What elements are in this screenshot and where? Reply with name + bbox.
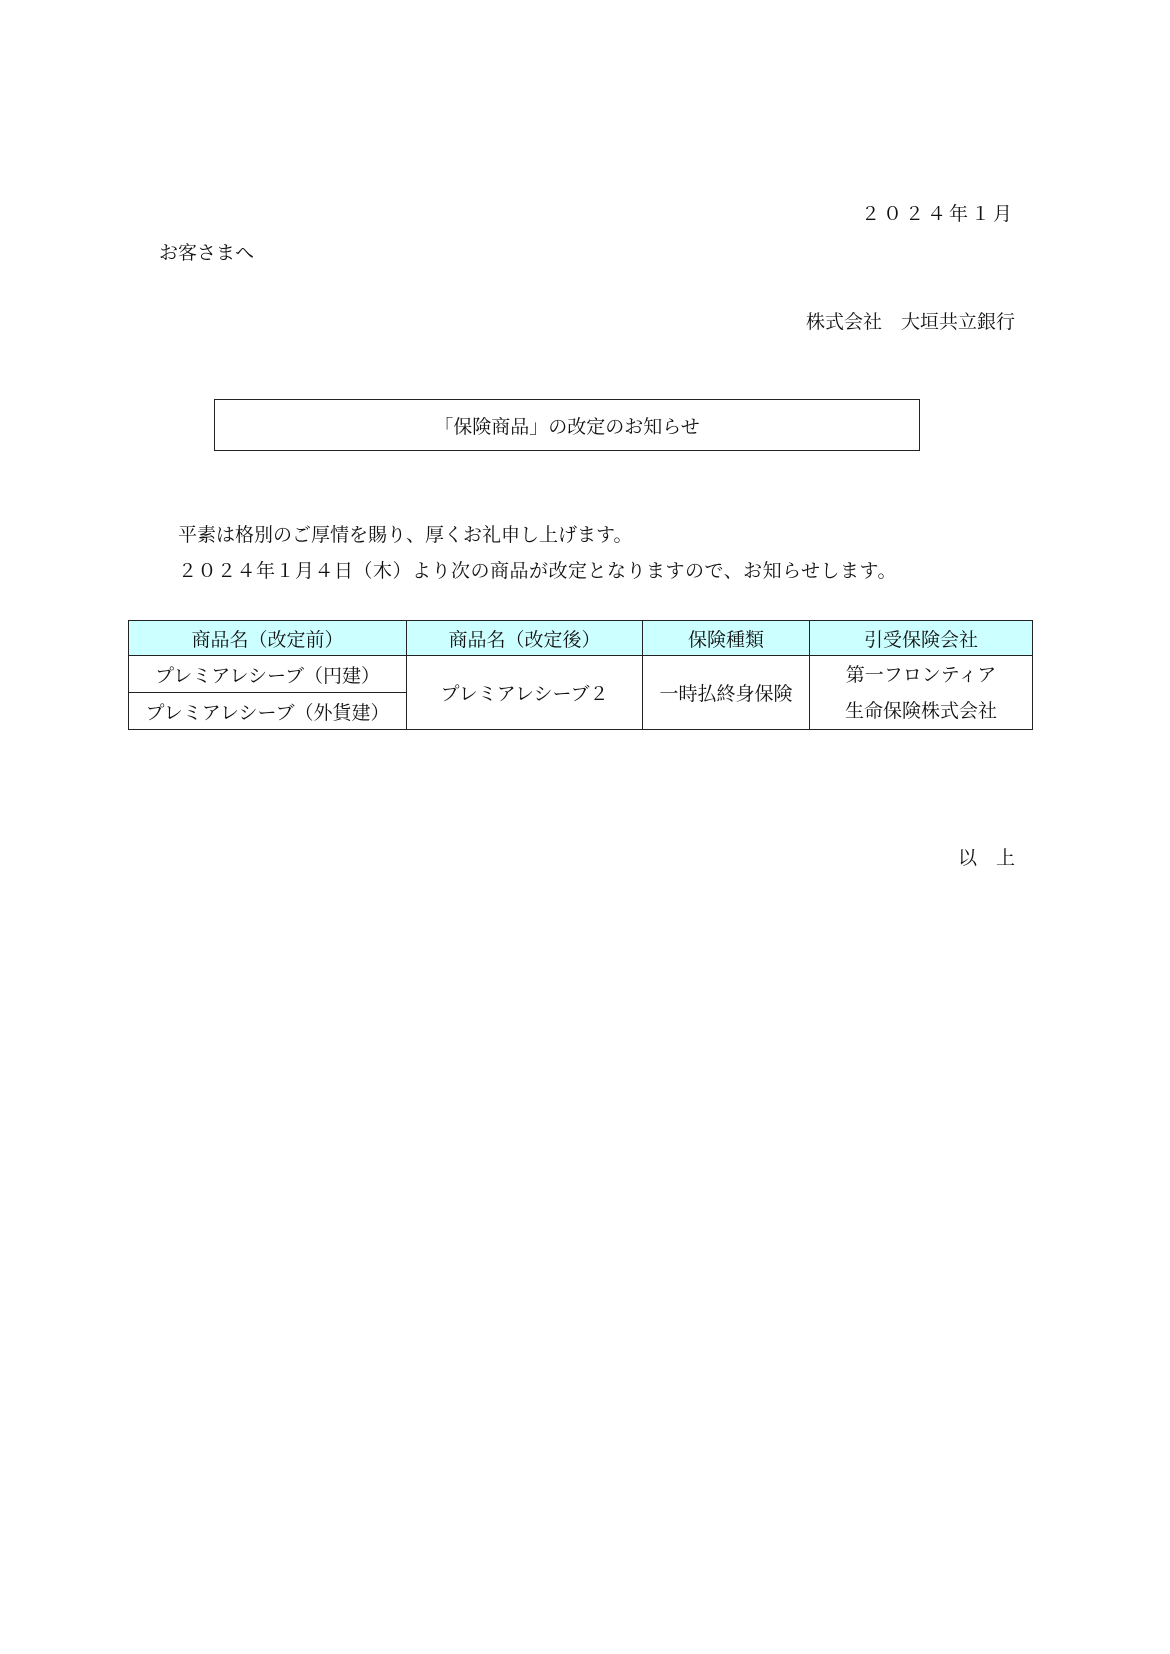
- insurance-type-cell: 一時払終身保険: [643, 656, 810, 730]
- sender-name: 株式会社 大垣共立銀行: [805, 311, 1015, 333]
- company-cell: [810, 656, 1033, 730]
- before-name-cell: プレミアレシーブ（外貨建）: [129, 693, 407, 730]
- document-date: ２０２４年１月: [860, 203, 1015, 225]
- company-line: 第一フロンティア: [845, 663, 997, 686]
- header-after-name: 商品名（改定後）: [407, 621, 643, 656]
- greeting-paragraph: 平素は格別のご厚情を賜り、厚くお礼申し上げます。: [178, 524, 633, 546]
- notice-paragraph: ２０２４年１月４日（木）より次の商品が改定となりますので、お知らせします。: [178, 560, 898, 582]
- header-insurance-type: 保険種類: [643, 621, 810, 656]
- after-name-cell: プレミアレシーブ２: [407, 656, 643, 730]
- header-company: 引受保険会社: [810, 621, 1033, 656]
- table-header-row: [129, 621, 1033, 656]
- company-line: 生命保険株式会社: [844, 699, 997, 722]
- table-row: [129, 656, 1033, 693]
- closing-mark: 以 上: [957, 847, 1015, 869]
- before-name-cell: プレミアレシーブ（円建）: [129, 656, 407, 693]
- header-before-name: 商品名（改定前）: [129, 621, 407, 656]
- title-box: [214, 399, 920, 451]
- document-title: 「保険商品」の改定のお知らせ: [434, 415, 700, 438]
- product-table: [128, 620, 1033, 730]
- recipient: お客さまへ: [159, 242, 255, 264]
